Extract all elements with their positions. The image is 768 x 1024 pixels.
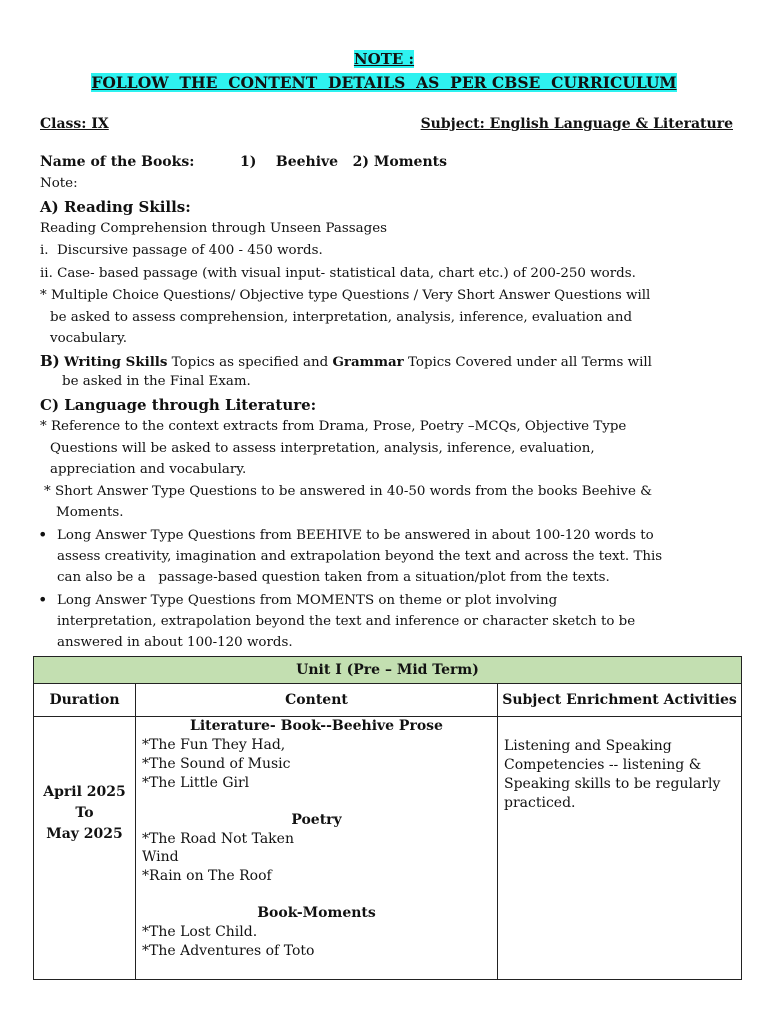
- poetry-item: Wind: [142, 849, 179, 865]
- prose-item: *The Sound of Music: [142, 756, 291, 772]
- writing-skills-heading: Writing Skills: [64, 354, 168, 370]
- literature-line: appreciation and vocabulary.: [50, 462, 247, 477]
- unit-title: Unit I (Pre – Mid Term): [34, 657, 742, 684]
- literature-heading: C) Language through Literature:: [40, 396, 317, 414]
- literature-line: * Reference to the context extracts from Drama, Prose, Poetry –MCQs, Objective Type: [40, 419, 627, 434]
- duration-cell: [34, 717, 136, 980]
- note-title: [0, 50, 768, 68]
- curriculum-title: [0, 73, 768, 92]
- reading-line: be asked to assess comprehension, interpretation, analysis, inference, evaluation and: [50, 310, 633, 325]
- beehive-prose-heading: Literature- Book--Beehive Prose: [190, 718, 443, 734]
- writing-text: Topics as specified and: [167, 355, 333, 370]
- class-label: Class: IX: [40, 116, 109, 132]
- literature-line: * Short Answer Type Questions to be answered in 40-50 words from the books Beehive &: [44, 484, 653, 499]
- activities-header: Subject Enrichment Activities: [498, 684, 742, 717]
- writing-prefix: B): [40, 352, 60, 370]
- duration-start: April 2025: [43, 784, 126, 800]
- duration-text: [34, 782, 135, 845]
- content-header: Content: [136, 684, 498, 717]
- duration-end: May 2025: [46, 826, 123, 842]
- poetry-item: *The Road Not Taken: [142, 831, 294, 847]
- reading-line: vocabulary.: [50, 331, 128, 346]
- literature-line: Questions will be asked to assess interpretation, analysis, inference, evaluation,: [50, 441, 595, 456]
- activities-text: Listening and Speaking Competencies -- listening & Speaking skills to be regularly practiced.: [504, 738, 721, 811]
- writing-skills-line: [40, 352, 652, 370]
- literature-line: assess creativity, imagination and extrapolation beyond the text and across the text. This: [57, 549, 663, 564]
- moments-heading: Book-Moments: [257, 905, 376, 921]
- subject-label: Subject: English Language & Literature: [420, 116, 733, 132]
- moments-item: *The Lost Child.: [142, 924, 258, 940]
- literature-line: Long Answer Type Questions from BEEHIVE to be answered in about 100-120 words to: [57, 528, 654, 543]
- reading-line: i. Discursive passage of 400 - 450 words.: [40, 243, 323, 258]
- reading-skills-heading: A) Reading Skills:: [40, 198, 191, 216]
- poetry-item: *Rain on The Roof: [142, 868, 272, 884]
- writing-text: Topics Covered under all Terms will: [403, 355, 652, 370]
- note-line: Note:: [40, 176, 78, 191]
- prose-item: *The Fun They Had,: [142, 737, 286, 753]
- grammar-heading: Grammar: [332, 354, 404, 370]
- reading-line: Reading Comprehension through Unseen Passages: [40, 221, 388, 236]
- literature-line: can also be a passage-based question taken from a situation/plot from the texts.: [57, 570, 610, 585]
- reading-line: * Multiple Choice Questions/ Objective type Questions / Very Short Answer Questions will: [40, 288, 651, 303]
- moments-item: *The Adventures of Toto: [142, 943, 315, 959]
- duration-header: Duration: [34, 684, 136, 717]
- duration-to: To: [75, 805, 94, 821]
- activities-cell: [498, 717, 742, 980]
- bullet-icon: •: [38, 525, 48, 544]
- note-label: NOTE :: [353, 50, 415, 68]
- writing-line: be asked in the Final Exam.: [62, 374, 251, 389]
- prose-item: *The Little Girl: [142, 775, 250, 791]
- poetry-heading: Poetry: [291, 812, 342, 828]
- literature-line: interpretation, extrapolation beyond the text and inference or character sketch to be: [57, 614, 636, 629]
- curriculum-heading: FOLLOW THE CONTENT DETAILS AS PER CBSE CURRICULUM: [91, 73, 677, 92]
- bullet-icon: •: [38, 590, 48, 609]
- literature-line: answered in about 100-120 words.: [57, 635, 293, 650]
- literature-line: Moments.: [56, 505, 124, 520]
- books-label: Name of the Books:: [40, 154, 195, 170]
- unit-table: [33, 656, 742, 980]
- content-cell: [136, 717, 498, 980]
- books-value: 1) Beehive 2) Moments: [240, 154, 447, 170]
- reading-line: ii. Case- based passage (with visual input- statistical data, chart etc.) of 200-250 words.: [40, 266, 636, 281]
- literature-line: Long Answer Type Questions from MOMENTS on theme or plot involving: [57, 593, 558, 608]
